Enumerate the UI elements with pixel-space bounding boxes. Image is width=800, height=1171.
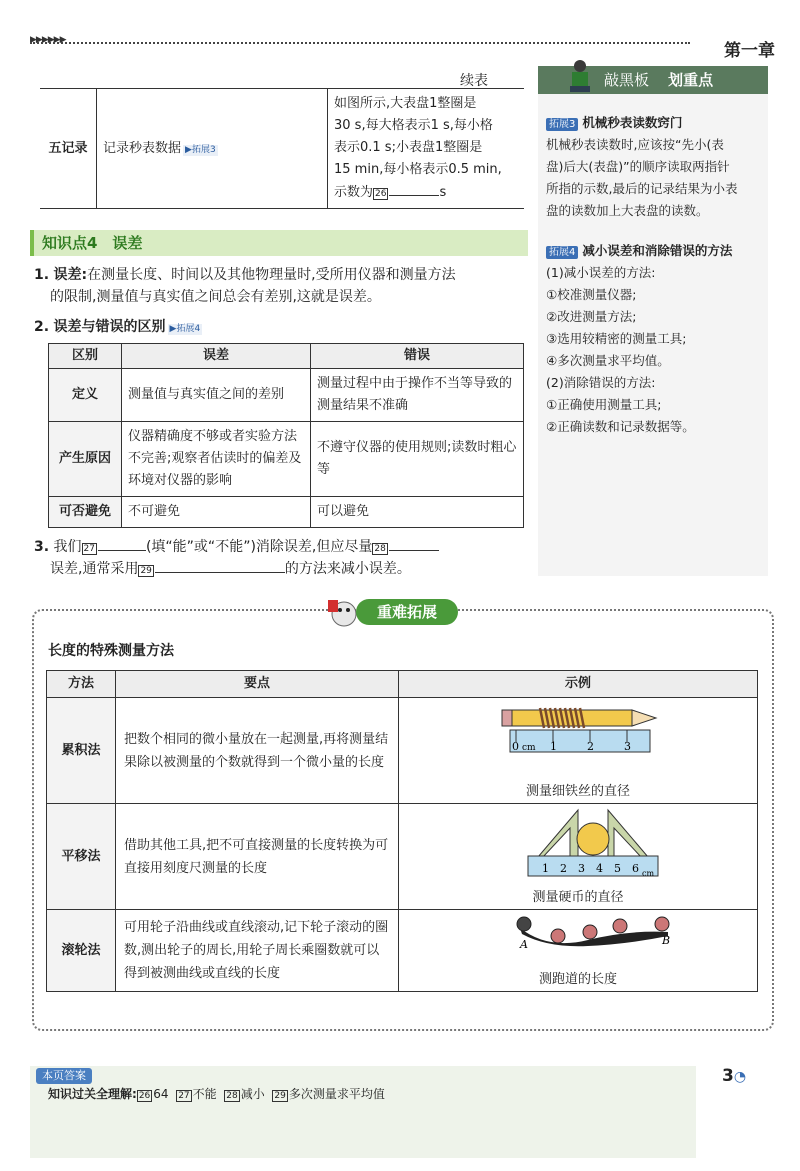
cell-text: 记录秒表数据 bbox=[103, 140, 182, 156]
extension-tag: ▶拓展3 bbox=[185, 144, 216, 155]
fill-in-question: 3. 我们 27 (填“能”或“不能”)消除误差,但应尽量 28 误差,通常采用 29 的方法来减小误差。 bbox=[34, 536, 530, 580]
note-line: ②改进测量方法; bbox=[546, 309, 637, 324]
column-header: 要点 bbox=[116, 671, 399, 698]
detail-line: 示数为 26 s bbox=[334, 181, 518, 204]
note-line: (1)减小误差的方法: bbox=[546, 265, 656, 280]
extension-badge: 重难拓展 bbox=[356, 599, 458, 625]
item-heading: 误差: bbox=[53, 267, 88, 283]
table-cell: 可以避免 bbox=[311, 497, 524, 528]
svg-text:4: 4 bbox=[596, 862, 603, 875]
answer-label: 知识过关全理解: bbox=[48, 1087, 137, 1101]
column-header: 示例 bbox=[399, 671, 758, 698]
svg-text:6: 6 bbox=[632, 862, 639, 875]
table-row bbox=[49, 497, 524, 528]
note-title: 机械秒表读数窍门 bbox=[582, 115, 683, 130]
item-text: 的限制,测量值与真实值之间总会有差别,这就是误差。 bbox=[50, 289, 381, 305]
tick-label: cm bbox=[522, 743, 536, 753]
table-cell: 可用轮子沿曲线或直线滚动,记下轮子滚动的圈数,测出轮子的周长,用轮子周长乘圈数就可以得到被测曲线或直线的长度 bbox=[116, 910, 399, 992]
page-curl-icon: ◔ bbox=[733, 1069, 747, 1085]
extension-tag: ▶拓展4 bbox=[169, 324, 201, 334]
table-cell: 借助其他工具,把不可直接测量的长度转换为可直接用刻度尺测量的长度 bbox=[116, 804, 399, 910]
row-header: 定义 bbox=[49, 369, 122, 422]
column-header: 误差 bbox=[122, 344, 311, 369]
blank-number: 27 bbox=[83, 544, 95, 554]
note-line: 盘的读数加上大表盘的读数。 bbox=[546, 203, 709, 218]
panel-title: 敲黑板 bbox=[604, 71, 650, 89]
teacher-icon bbox=[562, 58, 598, 92]
table-continued-label: 续表 bbox=[460, 73, 488, 89]
svg-text:cm: cm bbox=[642, 869, 655, 878]
note-line: (2)消除错误的方法: bbox=[546, 375, 656, 390]
knowledge-point-heading bbox=[30, 230, 528, 256]
row-header: 可否避免 bbox=[49, 497, 122, 528]
blank-number: 29 bbox=[140, 566, 152, 576]
header-arrows: ▶▶▶▶▶▶ bbox=[30, 35, 66, 45]
error-comparison-table bbox=[48, 343, 524, 528]
answer-box bbox=[30, 1066, 696, 1158]
extension-tag: 拓展3 bbox=[546, 118, 578, 131]
error-definition bbox=[34, 264, 530, 308]
table-cell: 把数个相同的微小量放在一起测量,再将测量结果除以被测量的个数就得到一个微小量的长度 bbox=[116, 698, 399, 804]
tick-label: 0 bbox=[512, 740, 519, 753]
table-cell: 测量值与真实值之间的差别 bbox=[122, 369, 311, 422]
point-label: A bbox=[520, 938, 528, 951]
row-detail bbox=[328, 89, 525, 209]
table-row bbox=[49, 422, 524, 497]
row-content bbox=[97, 89, 328, 209]
fill-blank[interactable] bbox=[98, 536, 146, 551]
tick-label: 1 bbox=[550, 740, 557, 753]
example-caption: 测量细铁丝的直径 bbox=[525, 784, 630, 799]
answer-tag: 本页答案 bbox=[36, 1068, 92, 1084]
table-row bbox=[47, 910, 758, 992]
extension-4-note bbox=[546, 240, 764, 438]
note-line: ③选用较精密的测量工具; bbox=[546, 331, 687, 346]
column-header: 错误 bbox=[311, 344, 524, 369]
example-cell bbox=[399, 804, 758, 910]
fill-blank[interactable] bbox=[389, 181, 439, 196]
coin-triangle-ruler-illustration bbox=[428, 804, 728, 878]
table-row bbox=[40, 89, 524, 209]
svg-text:3: 3 bbox=[578, 862, 585, 875]
note-line: 盘)后大(表盘)”的顺序读取两指针 bbox=[546, 159, 730, 174]
point-label: B bbox=[662, 934, 671, 947]
item-number: 1. bbox=[34, 267, 50, 283]
pencil-wire-ruler-illustration bbox=[428, 698, 728, 772]
note-title: 减小误差和消除错误的方法 bbox=[582, 243, 733, 258]
table-row bbox=[47, 804, 758, 910]
table-cell: 仪器精确度不够或者实验方法不完善;观察者估读时的偏差及环境对仪器的影响 bbox=[122, 422, 311, 497]
special-measurement-table bbox=[46, 670, 758, 992]
table-row bbox=[47, 698, 758, 804]
item-text: 在测量长度、时间以及其他物理量时,受所用仪器和测量方法 bbox=[87, 267, 456, 283]
svg-text:5: 5 bbox=[614, 862, 621, 875]
example-cell bbox=[399, 910, 758, 992]
detail-line: 如图所示,大表盘1整圈是 bbox=[334, 96, 477, 111]
note-line: 机械秒表读数时,应该按“先小(表 bbox=[546, 137, 724, 152]
row-header: 产生原因 bbox=[49, 422, 122, 497]
note-line: ④多次测量求平均值。 bbox=[546, 353, 670, 368]
example-caption: 测量硬币的直径 bbox=[532, 890, 624, 905]
table-cell: 不可避免 bbox=[122, 497, 311, 528]
page-number: 3◔ bbox=[722, 1066, 747, 1086]
tick-label: 2 bbox=[587, 740, 594, 753]
svg-text:1: 1 bbox=[542, 862, 549, 875]
blank-number: 28 bbox=[374, 544, 386, 554]
extension-tag: 拓展4 bbox=[546, 246, 578, 259]
table-cell: 测量过程中由于操作不当等导致的测量结果不准确 bbox=[311, 369, 524, 422]
example-cell bbox=[399, 698, 758, 804]
note-line: ②正确读数和记录数据等。 bbox=[546, 419, 695, 434]
heading-text: 知识点4 误差 bbox=[42, 234, 143, 252]
wheel-track-illustration bbox=[428, 910, 728, 960]
note-line: ①正确使用测量工具; bbox=[546, 397, 662, 412]
panel-title: 划重点 bbox=[668, 71, 714, 89]
detail-line: 30 s,每大格表示1 s,每小格 bbox=[334, 118, 493, 133]
svg-text:2: 2 bbox=[560, 862, 567, 875]
table-cell: 不遵守仪器的使用规则;读数时粗心等 bbox=[311, 422, 524, 497]
note-line: ①校准测量仪器; bbox=[546, 287, 637, 302]
error-vs-mistake-heading: 2. 误差与错误的区别 ▶拓展4 bbox=[34, 319, 201, 335]
row-header: 平移法 bbox=[47, 804, 116, 910]
tick-label: 3 bbox=[624, 740, 631, 753]
extension-3-note bbox=[546, 112, 764, 222]
chapter-title: 第一章 bbox=[724, 41, 775, 61]
column-header: 区别 bbox=[49, 344, 122, 369]
section-subtitle: 长度的特殊测量方法 bbox=[48, 643, 174, 659]
row-header: 滚轮法 bbox=[47, 910, 116, 992]
table-header-row bbox=[49, 344, 524, 369]
blank-number: 26 bbox=[375, 189, 387, 199]
row-header: 五记录 bbox=[40, 89, 97, 209]
detail-line: 表示0.1 s;小表盘1整圈是 bbox=[334, 140, 483, 155]
header-rule bbox=[30, 42, 690, 44]
detail-line: 15 min,每小格表示0.5 min, bbox=[334, 162, 502, 177]
column-header: 方法 bbox=[47, 671, 116, 698]
table-header-row bbox=[47, 671, 758, 698]
fill-blank[interactable] bbox=[389, 536, 439, 551]
note-line: 所指的示数,最后的记录结果为小表 bbox=[546, 181, 738, 196]
row-header: 累积法 bbox=[47, 698, 116, 804]
example-caption: 测跑道的长度 bbox=[538, 972, 617, 987]
table-row bbox=[49, 369, 524, 422]
fill-blank[interactable] bbox=[155, 558, 285, 573]
continued-table bbox=[40, 88, 524, 209]
answer-line: 知识过关全理解: 26 64 27 不能 28 减小 29 多次测量求平均值 bbox=[48, 1087, 385, 1101]
